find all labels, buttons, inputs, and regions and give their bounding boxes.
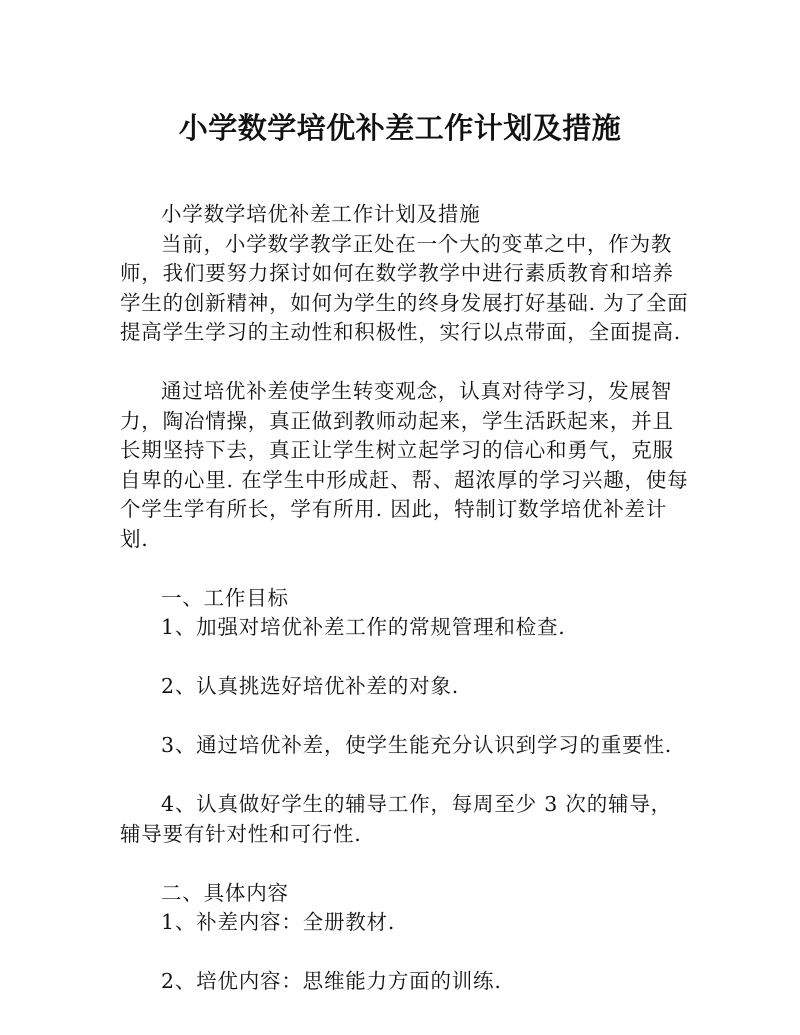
intro-paragraph: 当前，小学数学教学正处在一个大的变革之中，作为教师，我们要努力探讨如何在数学教学中进行素质教育和培养学生的创新精神，如何为学生的终身发展打好基础. 为了全面提高学生学习的主动性和积极性，实行以点带面，全面提高. [120,231,689,344]
goal-item-1: 1、加强对培优补差工作的常规管理和检查. [161,615,566,639]
paragraph-gap [120,554,692,584]
goal-item-3: 3、通过培优补差，使学生能充分认识到学习的重要性. [161,733,673,757]
content-item-2: 2、培优内容：思维能力方面的训练. [161,969,502,993]
document-title: 小学数学培优补差工作计划及措施 [178,111,622,145]
paragraph-gap [120,643,692,673]
purpose-paragraph: 通过培优补差使学生转变观念，认真对待学习，发展智力，陶冶情操，真正做到教师动起来，学生活跃起来，并且长期坚持下去，真正让学生树立起学习的信心和勇气，克服自卑的心里. 在学生中形成赶、帮、超浓厚的学习兴趣，使每个学生学有所长，学有所用. 因此，特制订数学培优补差计划. [120,379,689,551]
paragraph-gap [120,348,692,378]
document-body [120,200,692,997]
paragraph-gap [120,702,692,732]
paragraph-gap [120,849,692,879]
section-heading-goals: 一、工作目标 [161,585,289,610]
section-heading-content: 二、具体内容 [161,880,289,905]
goal-item-4: 4、认真做好学生的辅导工作，每周至少 3 次的辅导，辅导要有针对性和可行性. [120,792,672,846]
subtitle-paragraph: 小学数学培优补差工作计划及措施 [161,202,481,226]
goal-item-2: 2、认真挑选好培优补差的对象. [161,674,460,698]
paragraph-gap [120,761,692,791]
paragraph-gap [120,938,692,968]
content-item-1: 1、补差内容：全册教材. [161,910,396,934]
